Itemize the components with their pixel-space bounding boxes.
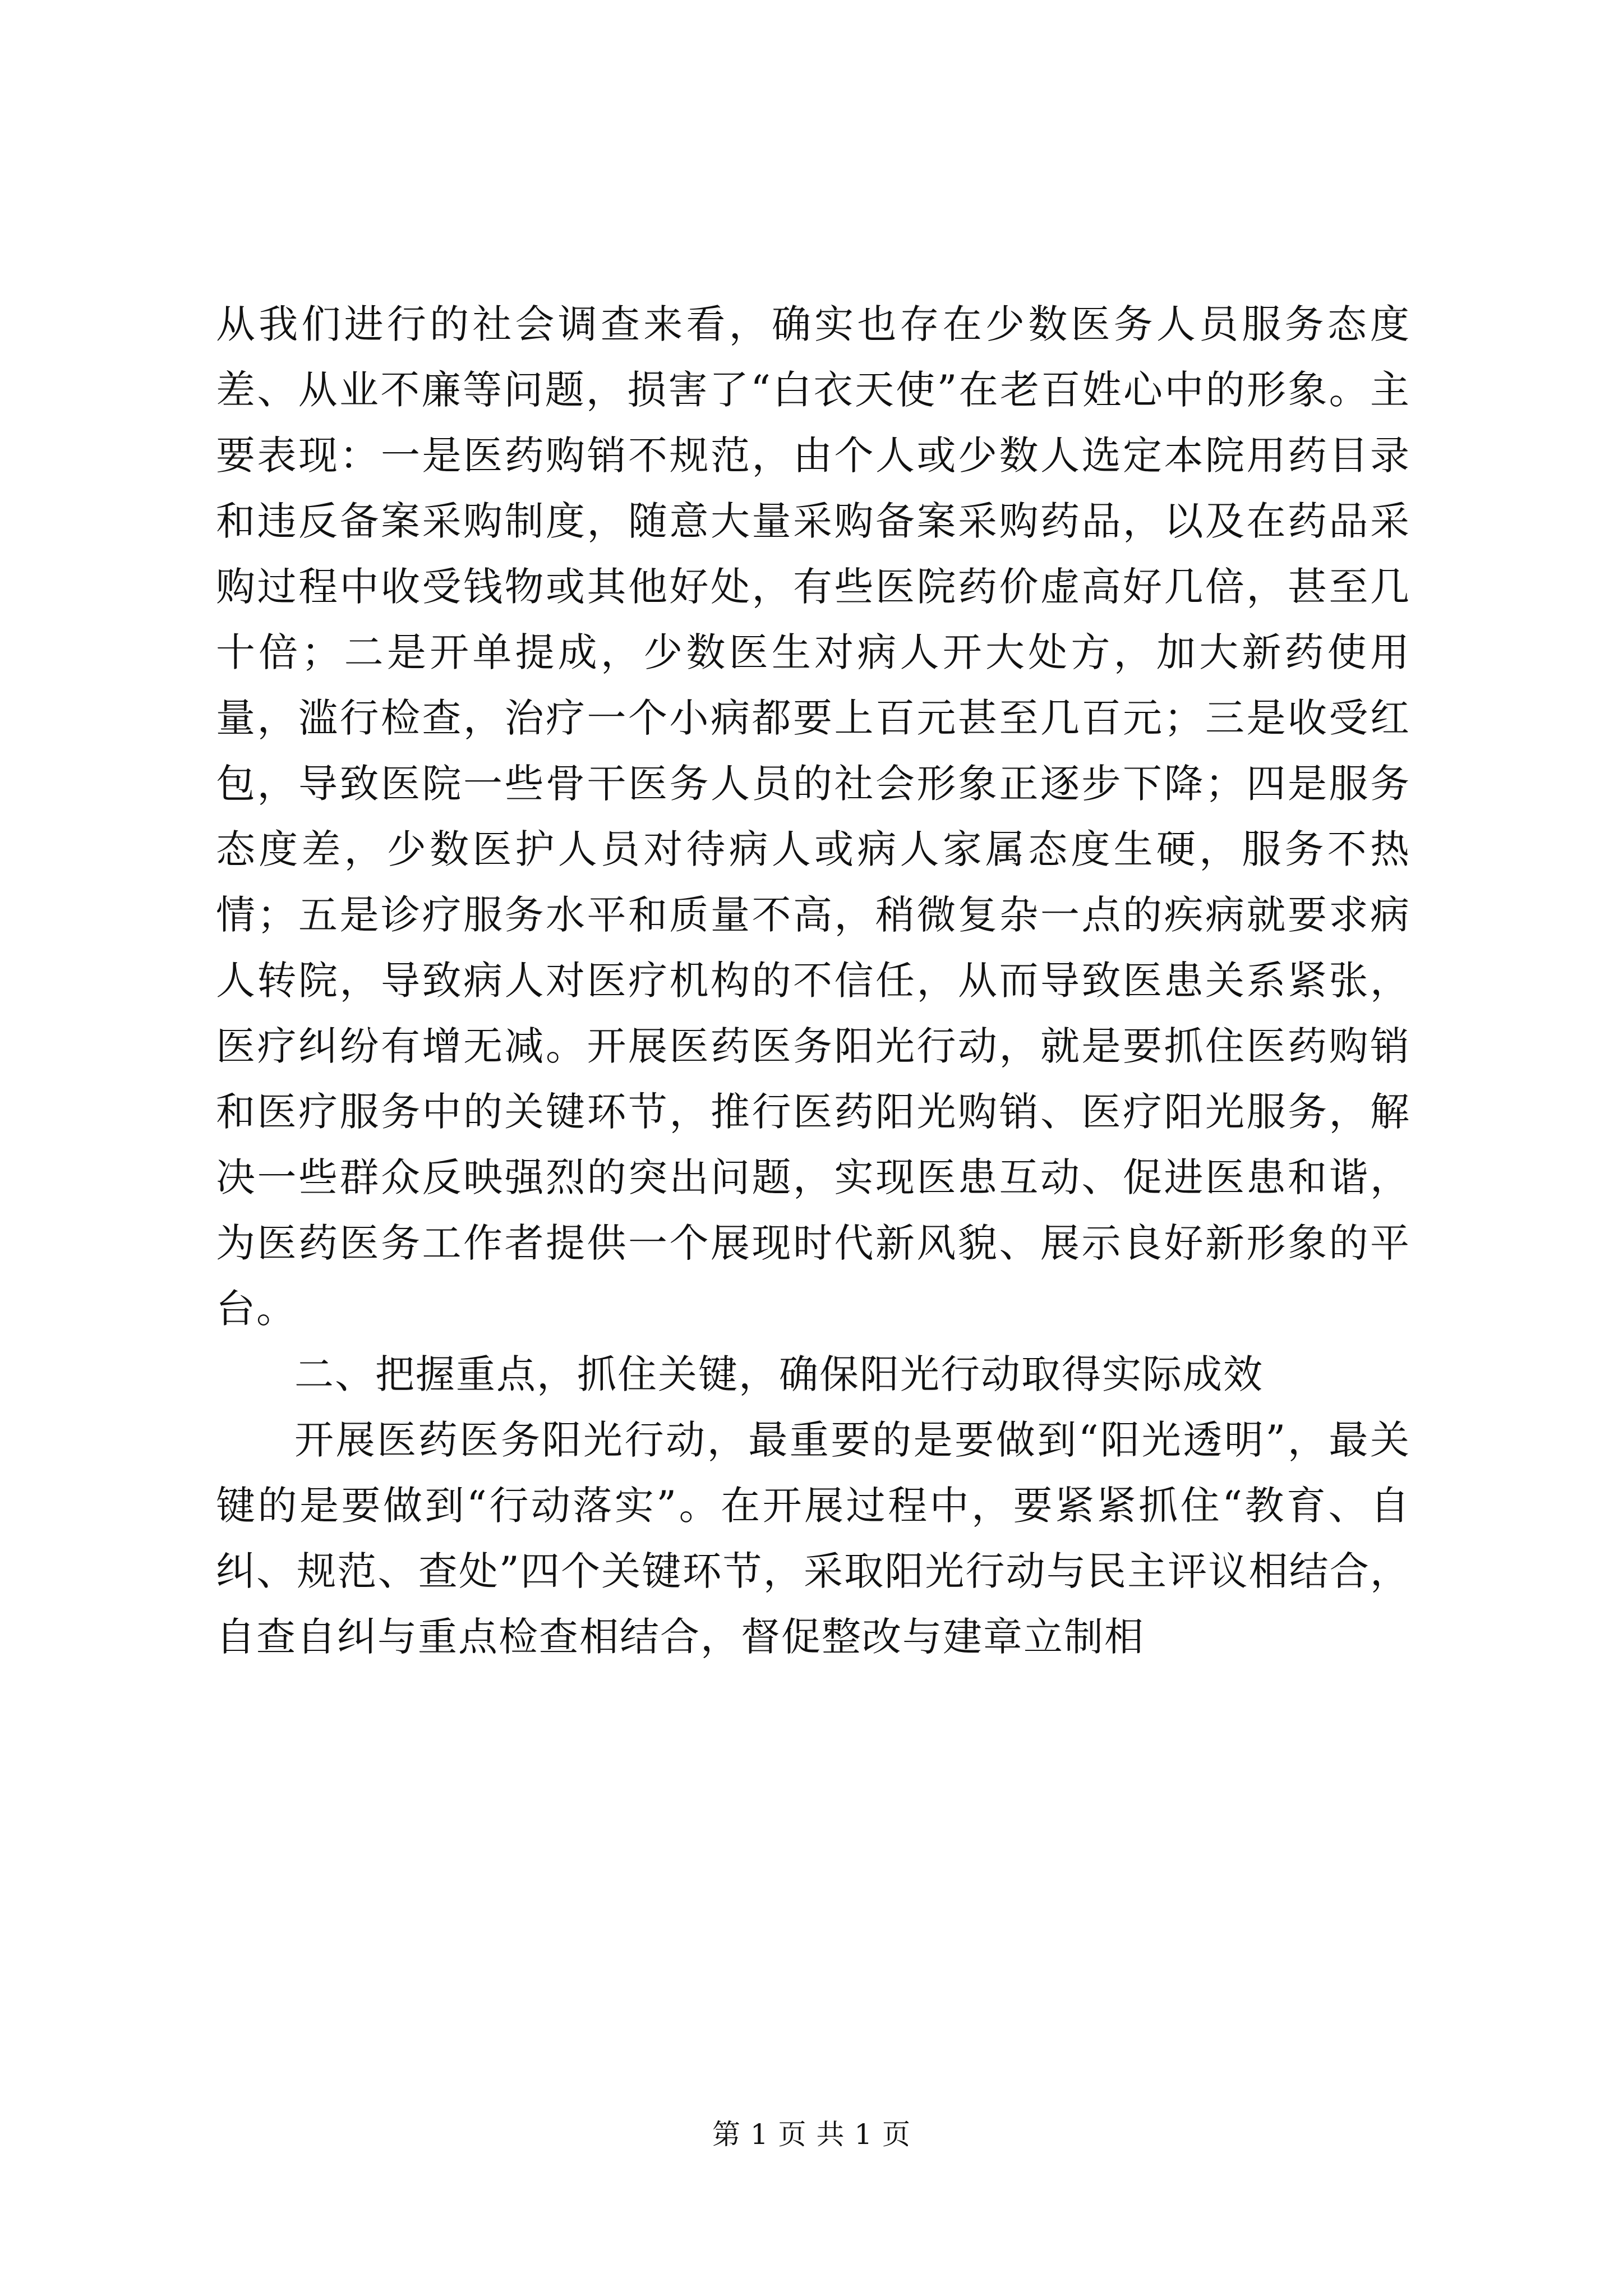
body-paragraph-2: 开展医药医务阳光行动，最重要的是要做到“阳光透明”，最关键的是要做到“行动落实”。在开展过程中，要紧紧抓住“教育、自纠、规范、查处”四个关键环节，采取阳光行动与民主评议相结合，自查自纠与重点检查相结合，督促整改与建章立制相 — [216, 1417, 1410, 1660]
page-footer: 第 1 页 共 1 页 — [712, 2118, 911, 2151]
section-heading-2: 二、把握重点，抓住关键，确保阳光行动取得实际成效 — [294, 1351, 1264, 1397]
document-body — [216, 292, 1410, 1670]
body-paragraph-1: 从我们进行的社会调查来看，确实也存在少数医务人员服务态度差、从业不廉等问题，损害了“白衣天使”在老百姓心中的形象。主要表现：一是医药购销不规范，由个人或少数人选定本院用药目录和违反备案采购制度，随意大量采购备案采购药品，以及在药品采购过程中收受钱物或其他好处，有些医院药价虚高好几倍，甚至几十倍；二是开单提成，少数医生对病人开大处方，加大新药使用量，滥行检查，治疗一个小病都要上百元甚至几百元；三是收受红包，导致医院一些骨干医务人员的社会形象正逐步下降；四是服务态度差，少数医护人员对待病人或病人家属态度生硬，服务不热情；五是诊疗服务水平和质量不高，稍微复杂一点的疾病就要求病人转院，导致病人对医疗机构的不信任，从而导致医患关系紧张，医疗纠纷有增无减。开展医药医务阳光行动，就是要抓住医药购销和医疗服务中的关键环节，推行医药阳光购销、医疗阳光服务，解决一些群众反映强烈的突出问题，实现医患互动、促进医患和谐，为医药医务工作者提供一个展现时代新风貌、展示良好新形象的平台。 — [216, 301, 1410, 1332]
